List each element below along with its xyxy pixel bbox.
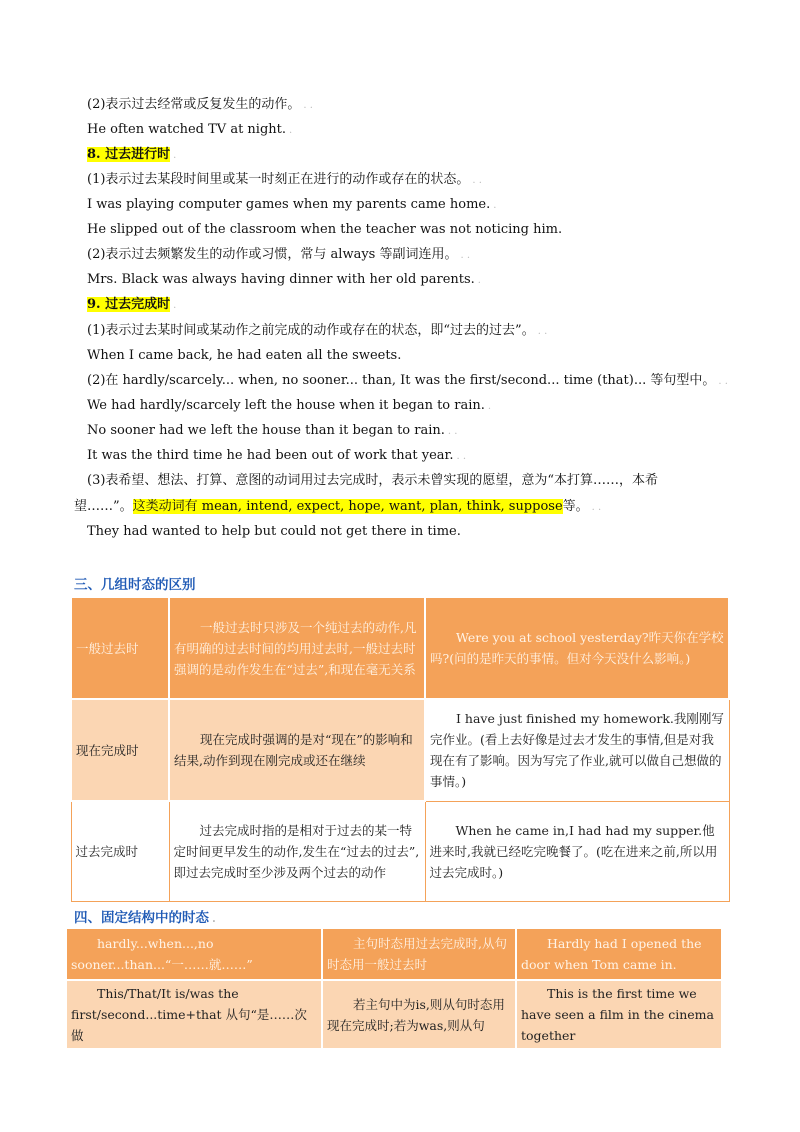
text-line: (1)表示过去某时间或某动作之前完成的动作或存在的状态，即“过去的过去”。 . . (87, 323, 548, 338)
text-line: They had wanted to help but could not get there in time. (87, 524, 461, 539)
heading-past-perfect: 9. 过去完成时 . (87, 297, 177, 312)
text-line: No sooner had we left the house than it began to rain. . . (87, 423, 458, 438)
text-line: We had hardly/scarcely left the house when it began to rain. . (87, 398, 492, 413)
example-cell: This is the first time we have seen a film in the cinema together (516, 980, 722, 1049)
text-line: (1)表示过去某段时间里或某一时刻正在进行的动作或存在的状态。 . . (87, 172, 482, 187)
text-line: He slipped out of the classroom when the teacher was not noticing him. (87, 222, 563, 237)
tense-comparison-table (70, 596, 730, 902)
example-cell: Hardly had I opened the door when Tom came in. (516, 928, 722, 980)
tense-example-cell: When he came in,I had had my supper.他进来时,我就已经吃完晚餐了。(吃在进来之前,所以用过去完成时。) (425, 801, 729, 901)
text-line: It was the third time he had been out of work that year. . . (87, 448, 467, 463)
fixed-structure-table (65, 927, 723, 1050)
tense-description-cell: 过去完成时指的是相对于过去的某一特定时间更早发生的动作,发生在“过去的过去”,即过去完成时至少涉及两个过去的动作 (169, 801, 425, 901)
table-row (71, 801, 729, 901)
text-line: Mrs. Black was always having dinner with her old parents. . (87, 272, 481, 287)
text-line: I was playing computer games when my parents came home. . (87, 197, 497, 212)
table-row (66, 980, 722, 1049)
tense-example-cell: I have just finished my homework.我刚刚写完作业。(看上去好像是过去才发生的事情,但是对我现在有了影响。因为写完了作业,就可以做自己想做的事情。) (425, 699, 729, 801)
text-line: (3)表希望、想法、打算、意图的动词用过去完成时，表示未曾实现的愿望，意为“本打算……，本希 (87, 473, 659, 488)
table-row (71, 597, 729, 699)
tense-description-cell: 一般过去时只涉及一个纯过去的动作,凡有明确的过去时间的均用过去时,一般过去时强调的是动作发生在“过去”,和现在毫无关系 (169, 597, 425, 699)
heading-past-progressive: 8. 过去进行时 . (87, 147, 177, 162)
text-line: He often watched TV at night. . (87, 122, 293, 137)
text-line: (2)表示过去频繁发生的动作或习惯，常与 always 等副词连用。 . . (87, 247, 471, 262)
structure-cell: hardly...when...,no sooner...than...“一……就……” (66, 928, 322, 980)
tense-example-cell: Were you at school yesterday?昨天你在学校吗?(问的是昨天的事情。但对今天没什么影响。) (425, 597, 729, 699)
tense-name-cell: 现在完成时 (71, 699, 169, 801)
table-row (66, 928, 722, 980)
text-line: When I came back, he had eaten all the sweets. (87, 348, 402, 363)
section-heading-4: 四、固定结构中的时态 . (74, 910, 216, 926)
text-line: 望……”。这类动词有 mean, intend, expect, hope, want, plan, think, suppose等。 . . (74, 499, 602, 514)
table-row (71, 699, 729, 801)
section-heading-3: 三、几组时态的区别 (74, 577, 196, 593)
structure-cell: This/That/It is/was the first/second...time+that 从句“是……次做 (66, 980, 322, 1049)
tense-name-cell: 一般过去时 (71, 597, 169, 699)
tense-description-cell: 现在完成时强调的是对“现在”的影响和结果,动作到现在刚完成或还在继续 (169, 699, 425, 801)
rule-cell: 若主句中为is,则从句时态用现在完成时;若为was,则从句 (322, 980, 516, 1049)
tense-name-cell: 过去完成时 (71, 801, 169, 901)
text-line: (2)在 hardly/scarcely... when, no sooner... than, It was the first/second... time (that)... 等句型中。 . . (87, 373, 728, 388)
rule-cell: 主句时态用过去完成时,从句时态用一般过去时 (322, 928, 516, 980)
text-line: (2)表示过去经常或反复发生的动作。 . . (87, 97, 313, 112)
